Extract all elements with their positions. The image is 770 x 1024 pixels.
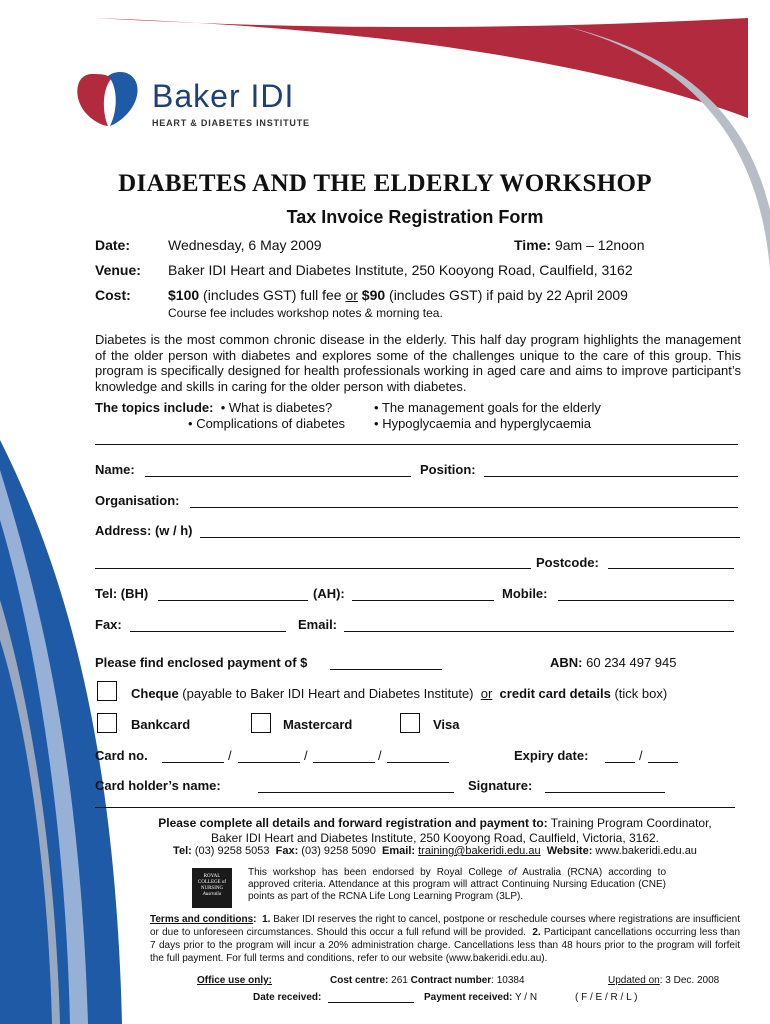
instructions-rest: Training Program Coordinator, xyxy=(550,816,712,830)
institute-address: Baker IDI Heart and Diabetes Institute, 250 Kooyong Road, Caulfield, Victoria, 3162. xyxy=(210,831,660,845)
email-field[interactable] xyxy=(344,631,734,632)
contract-value: : 10384 xyxy=(491,975,525,986)
mobile-label: Mobile: xyxy=(502,586,548,601)
organisation-field[interactable] xyxy=(190,507,738,508)
address-label: Address: (w / h) xyxy=(95,523,193,538)
topic-item: The management goals for the elderly xyxy=(381,400,601,415)
cost-label: Cost: xyxy=(95,287,131,303)
venue-value: Baker IDI Heart and Diabetes Institute, 250 Kooyong Road, Caulfield, 3162 xyxy=(168,262,633,278)
card-no-field-4[interactable] xyxy=(387,762,449,763)
bankcard-checkbox[interactable] xyxy=(97,713,117,733)
credit-card-note: (tick box) xyxy=(614,686,668,701)
topic-item: What is diabetes? xyxy=(228,400,333,415)
fax-field[interactable] xyxy=(130,631,286,632)
credit-card-label: credit card details xyxy=(499,686,611,701)
tel-ah-label: (AH): xyxy=(313,586,345,601)
expiry-label: Expiry date: xyxy=(514,748,589,763)
description: Diabetes is the most common chronic disease in the elderly. This half day program highlights the management of the older person with diabetes and explores some of the challenges unique to the care of this group. This program is specifically designed for health professionals working in aged care and aims to improve participant’s knowledge and skills in caring for the older person with diabetes. xyxy=(95,332,741,394)
instructions xyxy=(95,816,770,830)
mastercard-label: Mastercard xyxy=(283,717,353,732)
topic-item: Hypoglycaemia and hyperglycaemia xyxy=(382,416,592,431)
payment-or: or xyxy=(480,686,493,701)
cheque-note: (payable to Baker IDI Heart and Diabetes Institute) xyxy=(182,686,474,701)
address-line-2-field[interactable] xyxy=(95,568,531,569)
footer-website-link[interactable]: www.bakeridi.edu.au xyxy=(595,845,697,857)
payment-received-label: Payment received: xyxy=(424,992,513,1003)
expiry-month-field[interactable] xyxy=(605,762,635,763)
cost-full: $100 xyxy=(168,287,200,303)
name-label: Name: xyxy=(95,462,135,477)
cheque-checkbox[interactable] xyxy=(97,681,117,701)
topic-item: Complications of diabetes xyxy=(196,416,346,431)
cost-includes: Course fee includes workshop notes & morning tea. xyxy=(168,306,443,320)
signature-field[interactable] xyxy=(545,792,665,793)
form-subtitle: Tax Invoice Registration Form xyxy=(286,207,544,227)
footer-email-label: Email: xyxy=(382,845,416,857)
contact-line xyxy=(95,845,770,857)
footer-email-link[interactable]: training@bakeridi.edu.au xyxy=(418,845,541,857)
venue-label: Venue: xyxy=(95,262,141,278)
date-received-field[interactable] xyxy=(328,1002,414,1003)
logo-name: Baker IDI xyxy=(152,78,295,114)
slash-separator: / xyxy=(639,748,643,763)
baker-idi-logo-icon xyxy=(72,68,144,128)
endorsement-text: This workshop has been endorsed by Royal College of Australia (RCNA) according to approved criteria. Attendance at this program will attract Continuing Nursing Education (CNE) points as part of the RCNA Life Long Learning Program (3LP). xyxy=(248,867,667,902)
expiry-year-field[interactable] xyxy=(648,762,678,763)
page-title: DIABETES AND THE ELDERLY WORKSHOP xyxy=(118,170,652,197)
cost-early-note: (includes GST) if paid by 22 April 2009 xyxy=(389,287,628,303)
fax-label: Fax: xyxy=(95,617,122,632)
footer-tel-label: Tel: xyxy=(173,845,192,857)
card-holder-label: Card holder’s name: xyxy=(95,778,221,793)
footer-tel-value: (03) 9258 5053 xyxy=(194,845,270,857)
card-no-label: Card no. xyxy=(95,748,148,763)
abn-label: ABN: xyxy=(550,655,583,670)
slash-separator: / xyxy=(304,748,308,763)
office-use-row xyxy=(197,975,272,986)
payment-received-yn: Y / N xyxy=(515,992,538,1003)
time-label: Time: xyxy=(514,237,552,253)
name-field[interactable] xyxy=(145,476,411,477)
tel-bh-field[interactable] xyxy=(158,600,308,601)
position-label: Position: xyxy=(420,462,476,477)
time-value: 9am – 12noon xyxy=(554,237,645,253)
footer-fax-label: Fax: xyxy=(275,845,299,857)
topic-bullet: • xyxy=(374,400,379,415)
mastercard-checkbox[interactable] xyxy=(251,713,271,733)
payment-amount-field[interactable] xyxy=(330,669,442,670)
date-received-label: Date received: xyxy=(253,992,322,1003)
mobile-field[interactable] xyxy=(558,600,734,601)
position-field[interactable] xyxy=(484,476,738,477)
payment-type-codes: ( F / E / R / L ) xyxy=(575,992,638,1003)
cost-centre-value: 261 xyxy=(391,975,408,986)
payment-label: Please find enclosed payment of $ xyxy=(95,655,308,670)
date-value: Wednesday, 6 May 2009 xyxy=(168,237,322,253)
cost-early: $90 xyxy=(361,287,386,303)
card-holder-field[interactable] xyxy=(258,792,454,793)
cost-centre-label: Cost centre: xyxy=(330,975,389,986)
slash-separator: / xyxy=(378,748,382,763)
organisation-label: Organisation: xyxy=(95,493,180,508)
divider xyxy=(95,807,735,808)
card-no-field-3[interactable] xyxy=(313,762,375,763)
updated-label: Updated on xyxy=(608,975,660,986)
card-no-field-2[interactable] xyxy=(238,762,300,763)
topic-bullet: • xyxy=(188,416,193,431)
terms-and-conditions: Terms and conditions: 1. Baker IDI reserves the right to cancel, postpone or reschedule courses where registrations are insufficient or due to unforeseen circumstances. Should this occur a full refund will be provided. 2. Participant cancellations occurring less than 7 days prior to the program will incur a 20% administration charge. Cancellations less than 48 hours prior to the program will forfeit the full payment. For full terms and conditions, refer to our website (www.bakeridi.edu.au). xyxy=(150,914,741,964)
tel-ah-field[interactable] xyxy=(352,600,494,601)
instructions-bold: Please complete all details and forward registration and payment to: xyxy=(158,816,548,830)
date-label: Date: xyxy=(95,237,131,253)
visa-checkbox[interactable] xyxy=(400,713,420,733)
abn-value: 60 234 497 945 xyxy=(586,655,677,670)
topic-bullet: • xyxy=(217,400,226,415)
card-no-field-1[interactable] xyxy=(162,762,224,763)
postcode-label: Postcode: xyxy=(536,555,599,570)
cost-full-note: (includes GST) full fee xyxy=(203,287,342,303)
email-label: Email: xyxy=(298,617,338,632)
bankcard-label: Bankcard xyxy=(131,717,191,732)
divider xyxy=(95,444,738,445)
cost-or: or xyxy=(345,287,358,303)
cheque-label: Cheque xyxy=(131,686,179,701)
rcna-crest-logo: ROYAL COLLEGE of NURSING Australia xyxy=(192,868,232,908)
logo-tagline: HEART & DIABETES INSTITUTE xyxy=(152,118,310,128)
slash-separator: / xyxy=(228,748,232,763)
terms-label: Terms and conditions xyxy=(150,914,254,925)
updated-value: : 3 Dec. 2008 xyxy=(659,975,720,986)
topic-bullet: • xyxy=(374,416,379,431)
topics-label: The topics include: xyxy=(95,400,214,415)
office-use-label: Office use only: xyxy=(197,975,273,986)
contract-label: Contract number xyxy=(410,975,492,986)
cost-value xyxy=(168,287,628,303)
postcode-field[interactable] xyxy=(608,568,734,569)
visa-label: Visa xyxy=(433,717,460,732)
footer-fax-value: (03) 9258 5090 xyxy=(301,845,376,857)
tel-bh-label: Tel: (BH) xyxy=(95,586,149,601)
signature-label: Signature: xyxy=(468,778,533,793)
address-field[interactable] xyxy=(200,537,740,538)
footer-website-label: Website: xyxy=(546,845,593,857)
